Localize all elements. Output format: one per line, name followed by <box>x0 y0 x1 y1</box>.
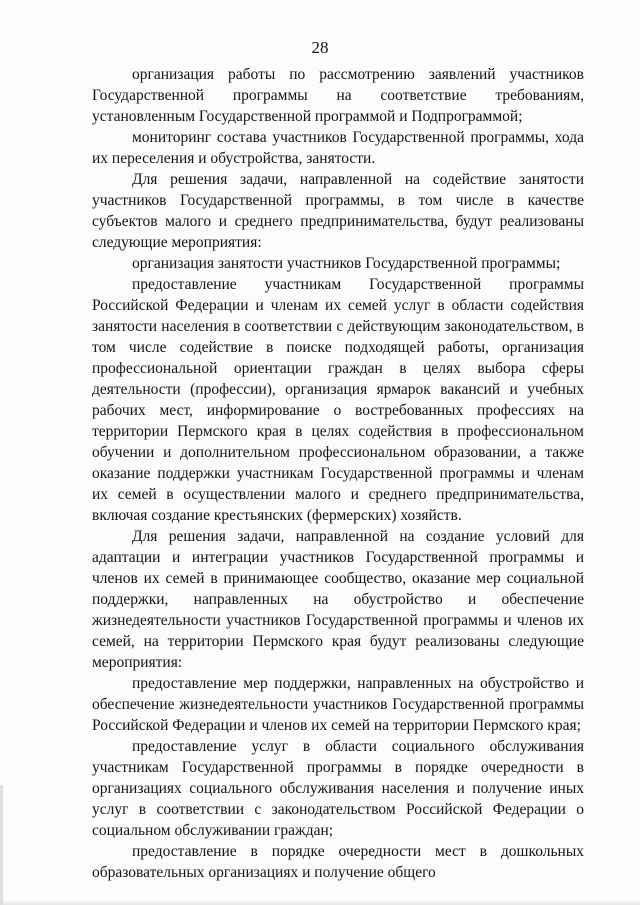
scan-bottom-edge <box>0 899 640 905</box>
paragraph: мониторинг состава участников Государственной программы, хода их переселения и обустройства, занятости. <box>92 129 584 167</box>
paragraph: организация работы по рассмотрению заявлений участников Государственной программы на соответствие требованиям, установленным Государственной программой и Подпрограммой; <box>92 66 584 125</box>
document-body <box>92 64 584 883</box>
page-number: 28 <box>311 38 329 57</box>
paragraph: организация занятости участников Государственной программы; <box>132 255 561 272</box>
paragraph: Для решения задачи, направленной на создание условий для адаптации и интеграции участников Государственной программы и членов их семей в принимающее сообщество, оказание мер социальной поддержки, направленных на обустройство и обеспечение жизнедеятельности участников Государственной программы и членов их семей, на территории Пермского края будут реализованы следующие мероприятия: <box>92 528 584 671</box>
paragraph: Для решения задачи, направленной на содействие занятости участников Государственной программы, в том числе в качестве субъектов малого и среднего предпринимательства, будут реализованы следующие мероприятия: <box>92 171 584 251</box>
scan-left-edge <box>0 785 3 905</box>
paragraph: предоставление участникам Государственной программы Российской Федерации и членам их семей услуг в области содействия занятости населения в соответствии с действующим законодательством, в том числе содействие в поиске подходящей работы, организация профессиональной ориентации граждан в целях выбора сферы деятельности (профессии), организация ярмарок вакансий и учебных рабочих мест, информирование о востребованных профессиях на территории Пермского края в целях содействия в профессиональном обучении и дополнительном профессиональном образовании, а также оказание поддержки участникам Государственной программы и членам их семей в осуществлении малого и среднего предпринимательства, включая создание крестьянских (фермерских) хозяйств. <box>92 276 584 524</box>
paragraph: предоставление услуг в области социального обслуживания участникам Государственной программы в порядке очередности в организациях социального обслуживания населения и получение иных услуг в соответствии с законодательством Российской Федерации о социальном обслуживании граждан; <box>92 738 584 839</box>
paragraph: предоставление мер поддержки, направленных на обустройство и обеспечение жизнедеятельности участников Государственной программы Российской Федерации и членов их семей на территории Пермского края; <box>92 675 584 734</box>
paragraph: предоставление в порядке очередности мест в дошкольных образовательных организациях и получение общего <box>92 843 584 881</box>
